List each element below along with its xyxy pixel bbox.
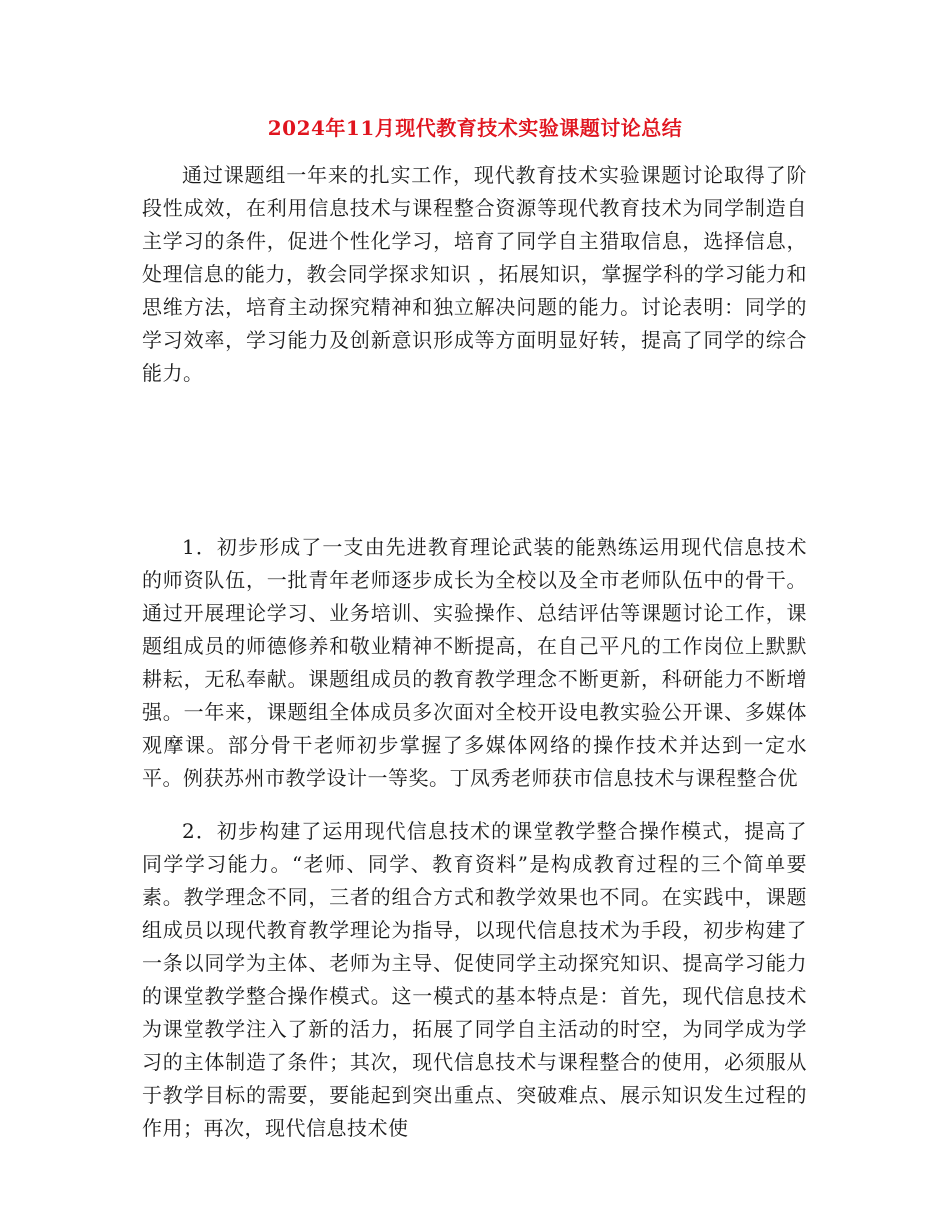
paragraph-section-2: 2．初步构建了运用现代信息技术的课堂教学整合操作模式，提高了同学学习能力。“老师、同学、教育资料”是构成教育过程的三个简单要素。教学理念不同，三者的组合方式和教学效果也不同。在实践中，课题组成员以现代教育教学理论为指导，以现代信息技术为手段，初步构建了一条以同学为主体、老师为主导、促使同学主动探究知识、提高学习能力的课堂教学整合操作模式。这一模式的基本特点是：首先，现代信息技术为课堂教学注入了新的活力，拓展了同学自主活动的时空，为同学成为学习的主体制造了条件；其次，现代信息技术与课程整合的使用，必须服从于教学目标的需要，要能起到突出重点、突破难点、展示知识发生过程的作用；再次，现代信息技术使 xyxy=(142,819,807,1140)
document-title: 2024年11月现代教育技术实验课题讨论总结 xyxy=(267,116,683,140)
paragraph-intro: 通过课题组一年来的扎实工作，现代教育技术实验课题讨论取得了阶段性成效，在利用信息技术与课程整合资源等现代教育技术为同学制造自主学习的条件，促进个性化学习，培育了同学自主猎取信息，选择信息，处理信息的能力，教会同学探求知识 ，拓展知识，掌握学科的学习能力和思维方法，培育主动探究精神和独立解决问题的能力。讨论表明：同学的学习效率，学习能力及创新意识形成等方面明显好转，提高了同学的综合能力。 xyxy=(142,163,807,385)
paragraph-section-1: 1．初步形成了一支由先进教育理论武装的能熟练运用现代信息技术的师资队伍，一批青年老师逐步成长为全校以及全市老师队伍中的骨干。通过开展理论学习、业务培训、实验操作、总结评估等课题讨论工作，课题组成员的师德修养和敬业精神不断提高，在自己平凡的工作岗位上默默耕耘，无私奉献。课题组成员的教育教学理念不断更新，科研能力不断增强。一年来，课题组全体成员多次面对全校开设电教实验公开课、多媒体观摩课。部分骨干老师初步掌握了多媒体网络的操作技术并达到一定水平。例获苏州市教学设计一等奖。丁凤秀老师获市信息技术与课程整合优 xyxy=(142,535,807,790)
